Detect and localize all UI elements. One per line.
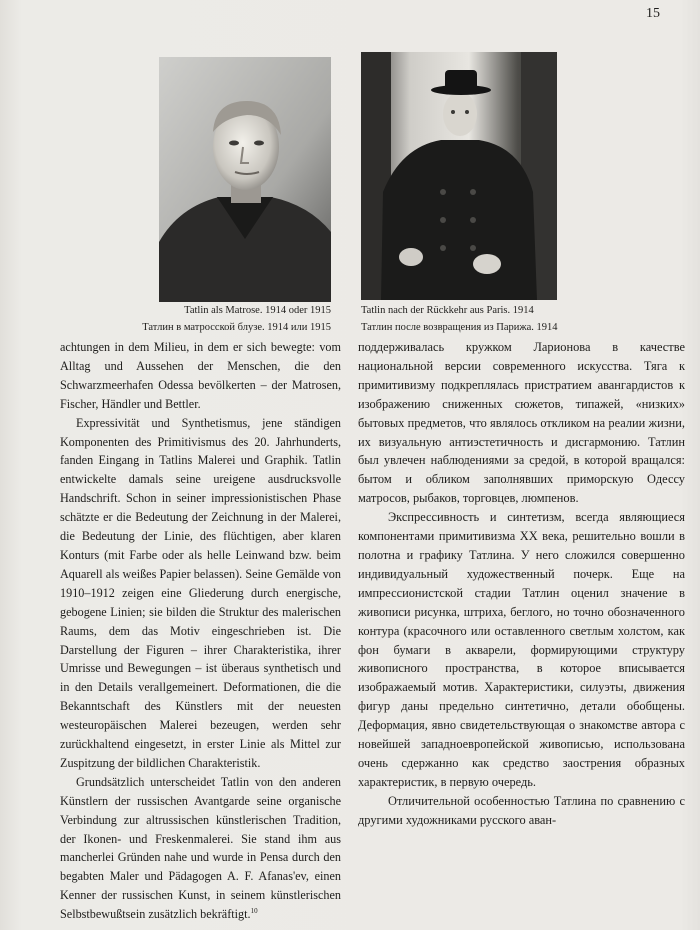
photo-tatlin-sailor bbox=[159, 57, 331, 302]
page-number: 15 bbox=[646, 6, 660, 21]
caption-right-german: Tatlin nach der Rückkehr aus Paris. 1914 bbox=[361, 305, 534, 316]
caption-right bbox=[361, 302, 558, 336]
paragraph: achtungen in dem Milieu, in dem er sich bewegte: vom Alltag und Aussehen der Menschen, die den Schwarzmeerhafen Odessa bevölkerten – der Matrosen, Fischer, Händler und Bettler. bbox=[60, 340, 341, 411]
caption-left-german: Tatlin als Matrose. 1914 oder 1915 bbox=[184, 305, 331, 316]
footnote-reference: 10 bbox=[250, 907, 258, 916]
paragraph: Expressivität und Synthetismus, jene ständigen Komponenten des Primitivismus des 20. Jahrhunderts, fanden Eingang in Tatlins Malerei und Graphik. Tatlin entwickelte damals seine ureigene ausdrucksvolle Handschrift. Schon in seiner impressionistischen Phase schätzte er die Bedeutung der Zeichnung in der Malerei, die Bedeutung der Linie, des flüchtigen, aber klaren Konturs (mit Farbe oder als helle Leinwand bzw. beim Aquarell als weißes Papier belassen). Seine Gemälde von 1910–1912 zeigen eine Gliederung durch energische, gebogene Linien; sie bilden die Struktur des malerischen Raums, dem das Motiv eingeschrieben ist. Die Darstellung der Figuren – ihrer Charakteristika, ihrer Umrisse und Bewegungen – ist überaus synthetisch und in den Details verallgemeinert. Deformationen, die die Bekanntschaft des Künstlers mit der neuesten westeuropäischen Malerei bezeugen, werden sehr zurückhaltend eingesetzt, in erster Linie als Mittel zur Zuspitzung der bildlichen Charakteristik. bbox=[60, 415, 341, 770]
caption-left bbox=[142, 302, 331, 336]
paragraph: Экспрессивность и синтетизм, всегда являющиеся компонентами примитивизма XX века, решительно вошли в полотна и графику Татлина. У него сложился совершенно индивидуальный художественный почерк. Еще на импрессионистской стадии Татлин оценил значение в живописи рисунка, штриха, беглого, но точно обозначенного контура (красочного или оставленного светлым холстом, как фон бумаги в акварели, формирующими структуру живописного пространства, в которое вписывается изображаемый мотив. Характеристики, силуэты, движения фигур даны предельно синтетично, детали обобщены. Деформация, явно свидетельствующая о знакомстве автора с новейшей западноевропейской живописью, использована очень сдержанно как средство заострения образных характеристик, в первую очередь. bbox=[358, 510, 685, 789]
paragraph: Отличительной особенностью Татлина по сравнению с другими художниками русского аван- bbox=[358, 793, 685, 827]
caption-left-russian: Татлин в матросской блузе. 1914 или 1915 bbox=[142, 322, 331, 333]
german-text-column bbox=[60, 338, 341, 924]
paragraph-text: Grundsätzlich unterscheidet Tatlin von den anderen Künstlern der russischen Avantgarde seine organische Verbindung zur altrussischen künstlerischen Tradition, der Ikonen- und Freskenmalerei. Sie stand ihm aus mancherlei Gründen nahe und wurde in Pensa durch den begabten Maler und Pädagogen A. F. Afanas'ev, einen Kenner der russischen Kunst, in seinem künstlerischen Selbstbewußtsein zusätzlich bekräftigt. bbox=[60, 774, 341, 922]
photo-tatlin-after-paris bbox=[361, 52, 557, 300]
caption-right-russian: Татлин после возвращения из Парижа. 1914 bbox=[361, 322, 558, 333]
russian-text-column bbox=[358, 338, 685, 830]
paragraph bbox=[60, 773, 341, 924]
paragraph: поддерживалась кружком Ларионова в качестве национальной версии современного искусства. Тяга к примитивизму подкреплялась пристратием авангардистов к изображению сниженных сюжетов, типажей, «низких» бытовых предметов, что являлось откликом на реалии жизни, их визуальную антиэстетичность и дисгармонию. Татлин был увлечен наблюдениями за средой, в которой вращался: бытом и обликом заполнявших приморскую Одессу матросов, рыбаков, торговцев, люмпенов. bbox=[358, 340, 685, 506]
